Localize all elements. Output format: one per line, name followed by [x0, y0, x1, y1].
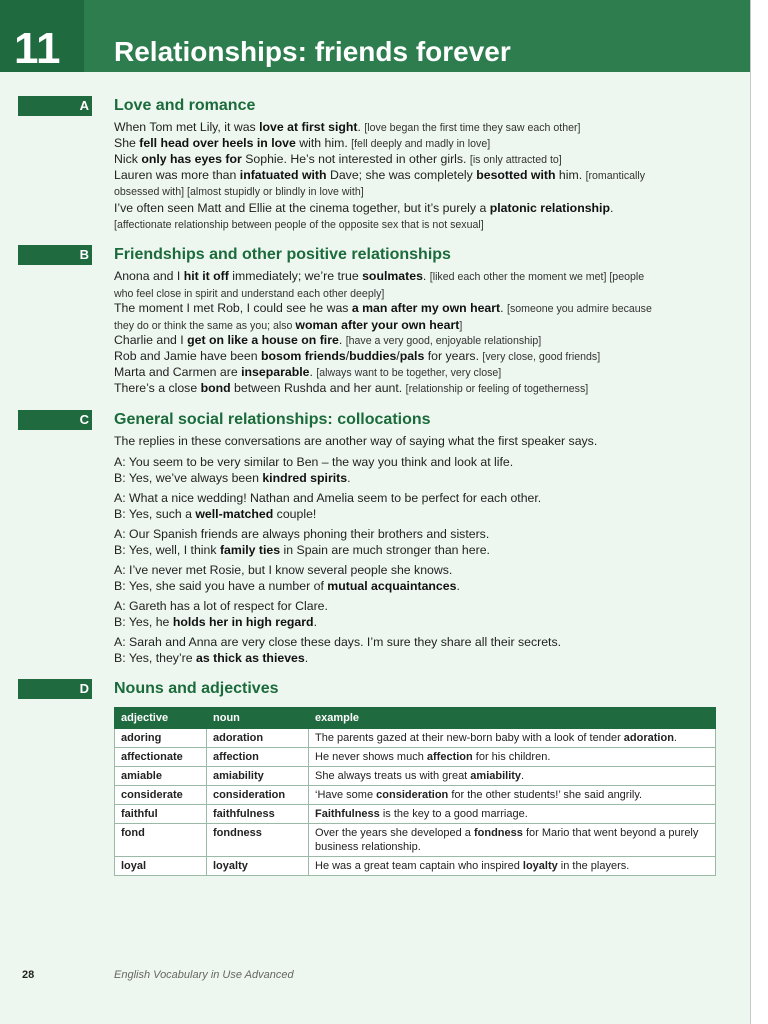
key-word: Faithfulness — [315, 808, 380, 820]
section-b-letter: B — [79, 247, 89, 262]
example-cell — [309, 857, 716, 876]
key-phrase: a man after my own heart — [351, 301, 501, 315]
text-run: between Rushda and her aunt. — [230, 381, 406, 395]
gloss-text: obsessed with] [almost stupidly or blindly in love with] — [114, 186, 364, 198]
section-d-title: Nouns and adjectives — [114, 680, 279, 697]
text-run: . — [304, 651, 309, 665]
example-cell — [309, 748, 716, 767]
key-phrase: bond — [200, 381, 231, 395]
key-phrase: buddies — [349, 349, 397, 363]
column-header-noun: noun — [207, 708, 309, 729]
section-d-letter: D — [79, 681, 89, 696]
noun-cell: amiability — [207, 767, 309, 786]
dialogue-line-b — [114, 542, 734, 558]
adjective-cell: faithful — [115, 805, 207, 824]
book-title: English Vocabulary in Use Advanced — [114, 969, 294, 981]
noun-cell: consideration — [207, 786, 309, 805]
text-run: ‘Have some — [315, 789, 377, 801]
dialogue-line-a — [114, 490, 734, 506]
text-run: A: Sarah and Anna are very close these days. I’m sure they share all their secrets. — [114, 635, 562, 649]
text-run: He was a great team captain who inspired — [315, 860, 523, 872]
text-run: in Spain are much stronger than here. — [280, 543, 490, 557]
nouns-adjectives-table — [114, 707, 716, 876]
dialogue-line-a — [114, 598, 734, 614]
text-run: for Mario that went beyond a purely business relationship. — [315, 827, 699, 853]
section-a-line — [114, 119, 734, 136]
section-c-title: General social relationships: collocations — [114, 411, 431, 428]
noun-cell: faithfulness — [207, 805, 309, 824]
text-run: B: Yes, well, I think — [114, 543, 220, 557]
column-header-adjective: adjective — [115, 708, 207, 729]
key-word: loyalty — [522, 860, 558, 872]
key-phrase: holds her in high regard — [172, 615, 314, 629]
text-run: is the key to a good marriage. — [379, 808, 528, 820]
text-run: The moment I met Rob, I could see he was — [114, 301, 352, 315]
text-run: for the other students!’ she said angrily. — [448, 789, 643, 801]
gloss-text: [someone you admire because — [507, 303, 652, 315]
gloss-text: [relationship or feeling of togetherness] — [405, 383, 589, 395]
noun-cell: fondness — [207, 824, 309, 857]
section-b-title: Friendships and other positive relationships — [114, 246, 451, 263]
text-run: . — [347, 471, 351, 485]
text-run: Marta and Carmen are — [114, 365, 242, 379]
key-phrase: besotted with — [476, 168, 556, 182]
section-a-title: Love and romance — [114, 97, 256, 114]
dialogue-line-b — [114, 506, 734, 522]
example-cell — [309, 805, 716, 824]
key-phrase: well-matched — [195, 507, 274, 521]
adjective-cell: amiable — [115, 767, 207, 786]
gloss-text: [liked each other the moment we met] [people — [429, 271, 645, 283]
example-cell — [309, 767, 716, 786]
key-phrase: as thick as thieves — [196, 651, 305, 665]
section-b-line — [114, 364, 734, 381]
adjective-cell: considerate — [115, 786, 207, 805]
text-run: B: Yes, they’re — [114, 651, 197, 665]
table-row — [115, 767, 716, 786]
text-run: The parents gazed at their new-born baby with a look of tender — [315, 732, 624, 744]
key-word: affection — [426, 751, 473, 763]
section-c-marker — [18, 410, 92, 430]
section-b-line — [114, 300, 734, 317]
text-run: There’s a close — [114, 381, 201, 395]
key-phrase: love at first sight — [259, 120, 358, 134]
text-run: B: Yes, she said you have a number of — [114, 579, 328, 593]
gloss-text: who feel close in spirit and understand each other deeply] — [114, 288, 385, 300]
text-run: Rob and Jamie have been — [114, 349, 261, 363]
key-phrase: bosom friends — [260, 349, 346, 363]
table-row — [115, 729, 716, 748]
section-a-line — [114, 135, 734, 152]
text-run: B: Yes, such a — [114, 507, 196, 521]
dialogue-line-b — [114, 578, 734, 594]
key-word: consideration — [376, 789, 449, 801]
key-phrase: soulmates — [362, 269, 423, 283]
column-header-example: example — [309, 708, 716, 729]
table-header-row — [115, 708, 716, 729]
text-run: / — [396, 349, 400, 363]
key-phrase: hit it off — [183, 269, 229, 283]
text-run: Lauren was more than — [114, 168, 240, 182]
key-word: amiability — [470, 770, 522, 782]
adjective-cell: affectionate — [115, 748, 207, 767]
noun-cell: adoration — [207, 729, 309, 748]
text-run: He never shows much — [315, 751, 427, 763]
gloss-text: [love began the first time they saw each other] — [364, 122, 581, 134]
gloss-text: [very close, good friends] — [482, 351, 601, 363]
key-phrase: woman after your own heart — [295, 318, 460, 332]
text-run: . — [521, 770, 525, 782]
text-run: . — [500, 301, 507, 315]
text-run: couple! — [273, 507, 317, 521]
text-run: She always treats us with great — [315, 770, 471, 782]
gloss-text: [have a very good, enjoyable relationship] — [345, 335, 542, 347]
section-a-line — [114, 151, 734, 168]
section-b-marker — [18, 245, 92, 265]
key-phrase: get on like a house on fire — [187, 333, 339, 347]
table-row — [115, 857, 716, 876]
section-b-line — [114, 380, 734, 397]
text-run: in the players. — [557, 860, 630, 872]
noun-cell: affection — [207, 748, 309, 767]
gloss-text: [affectionate relationship between people of the opposite sex that is not sexual] — [114, 219, 484, 231]
key-phrase: only has eyes for — [141, 152, 242, 166]
dialogue-line-b — [114, 470, 734, 486]
adjective-cell: fond — [115, 824, 207, 857]
text-run: Over the years she developed a — [315, 827, 474, 839]
table-row — [115, 824, 716, 857]
dialogue-line-a — [114, 526, 734, 542]
key-phrase: platonic relationship — [489, 201, 610, 215]
section-a-letter: A — [79, 98, 89, 113]
example-cell — [309, 786, 716, 805]
text-run: for years. — [424, 349, 483, 363]
unit-number-box — [0, 0, 84, 72]
gloss-text: they do or think the same as you; also — [114, 320, 296, 332]
dialogue-line-b — [114, 650, 734, 666]
section-a-line — [114, 167, 734, 184]
section-b-line — [114, 332, 734, 349]
key-phrase: infatuated with — [239, 168, 327, 182]
adjective-cell: adoring — [115, 729, 207, 748]
section-c-letter: C — [79, 412, 89, 427]
text-run: immediately; we’re true — [228, 269, 363, 283]
page-number: 28 — [22, 969, 35, 981]
text-run: him. — [555, 168, 586, 182]
gloss-text: [romantically — [585, 170, 646, 182]
text-run: . — [338, 333, 346, 347]
example-cell — [309, 729, 716, 748]
key-phrase: mutual acquaintances — [327, 579, 457, 593]
section-b-line — [114, 348, 734, 365]
text-run: B: Yes, he — [114, 615, 173, 629]
section-a-marker — [18, 96, 92, 116]
text-run: . — [673, 732, 677, 744]
example-cell — [309, 824, 716, 857]
text-run: B: Yes, we’ve always been — [114, 471, 263, 485]
text-run: A: You seem to be very similar to Ben – the way you think and look at life. — [114, 455, 514, 469]
table-row — [115, 805, 716, 824]
text-run: Charlie and I — [114, 333, 188, 347]
text-run: . — [313, 615, 317, 629]
gloss-text: [fell deeply and madly in love] — [351, 138, 491, 150]
gloss-text: ] — [459, 320, 463, 332]
section-d-marker — [18, 679, 92, 699]
section-a-line — [114, 183, 734, 200]
key-phrase: family ties — [219, 543, 281, 557]
text-run: A: Gareth has a lot of respect for Clare. — [114, 599, 328, 613]
unit-title: Relationships: friends forever — [114, 36, 511, 67]
dialogue-line-a — [114, 634, 734, 650]
gloss-text: [is only attracted to] — [469, 154, 562, 166]
section-b-line — [114, 268, 734, 285]
text-run: . — [309, 365, 317, 379]
table-row — [115, 786, 716, 805]
text-run: Anona and I — [114, 269, 184, 283]
section-c-intro: The replies in these conversations are another way of saying what the first speaker says. — [114, 434, 598, 448]
text-run: When Tom met Lily, it was — [114, 120, 260, 134]
text-run: Nick — [114, 152, 142, 166]
noun-cell: loyalty — [207, 857, 309, 876]
text-run: . — [422, 269, 430, 283]
page-edge — [750, 0, 768, 1024]
text-run: I’ve often seen Matt and Ellie at the cinema together, but it’s purely a — [114, 201, 490, 215]
key-phrase: fell head over heels in love — [139, 136, 296, 150]
text-run: She — [114, 136, 140, 150]
text-run: A: What a nice wedding! Nathan and Amelia seem to be perfect for each other. — [114, 491, 542, 505]
key-word: adoration — [623, 732, 674, 744]
text-run: . — [357, 120, 365, 134]
unit-number: 11 — [14, 24, 61, 73]
key-phrase: kindred spirits — [262, 471, 348, 485]
text-run: Sophie. He’s not interested in other girls. — [241, 152, 470, 166]
dialogue-line-a — [114, 454, 734, 470]
dialogue-line-b — [114, 614, 734, 630]
key-phrase: pals — [399, 349, 425, 363]
dialogue-line-a — [114, 562, 734, 578]
section-a-line — [114, 216, 734, 233]
text-run: / — [345, 349, 350, 363]
gloss-text: [always want to be together, very close] — [316, 367, 502, 379]
adjective-cell: loyal — [115, 857, 207, 876]
text-run: . — [456, 579, 460, 593]
unit-header — [0, 0, 750, 72]
section-a-line — [114, 200, 734, 216]
text-run: for his children. — [472, 751, 551, 763]
text-run: A: Our Spanish friends are always phoning their brothers and sisters. — [114, 527, 490, 541]
key-phrase: inseparable — [241, 365, 310, 379]
text-run: . — [609, 201, 614, 215]
table-row — [115, 748, 716, 767]
key-word: fondness — [473, 827, 523, 839]
text-run: Dave; she was completely — [326, 168, 477, 182]
text-run: with him. — [295, 136, 352, 150]
text-run: A: I’ve never met Rosie, but I know several people she knows. — [114, 563, 453, 577]
